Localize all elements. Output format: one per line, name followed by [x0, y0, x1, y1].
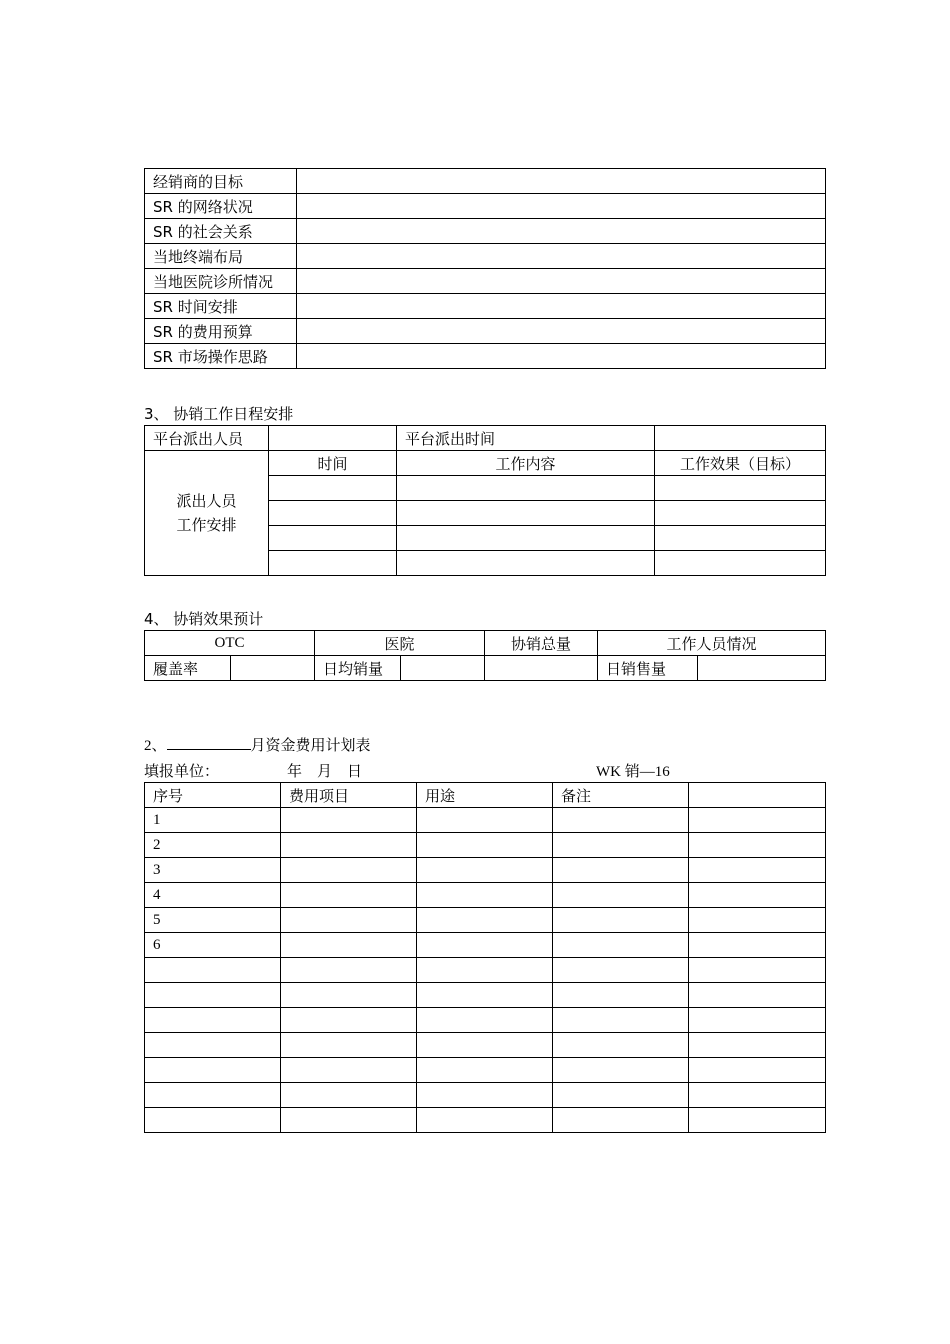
expense-row-number [145, 983, 281, 1008]
col-time: 时间 [269, 451, 397, 476]
dispatch-person-value[interactable] [269, 426, 397, 451]
expense-cell[interactable] [553, 1083, 689, 1108]
expense-row-number: 1 [145, 808, 281, 833]
expense-cell[interactable] [281, 933, 417, 958]
forecast-value-row [145, 656, 826, 681]
expense-cell[interactable] [281, 1058, 417, 1083]
expense-row [145, 933, 826, 958]
expense-row [145, 908, 826, 933]
expense-row-number [145, 1058, 281, 1083]
expense-cell[interactable] [689, 958, 826, 983]
expense-cell[interactable] [417, 908, 553, 933]
schedule-cell[interactable] [655, 526, 826, 551]
expense-cell[interactable] [281, 858, 417, 883]
dealer-row-label: 当地终端布局 [145, 244, 297, 269]
expense-row-number: 6 [145, 933, 281, 958]
schedule-cell[interactable] [397, 526, 655, 551]
expense-cell[interactable] [417, 1058, 553, 1083]
expense-cell[interactable] [417, 958, 553, 983]
col-otc: OTC [145, 631, 315, 656]
schedule-table [144, 425, 826, 576]
arrangement-label [145, 451, 269, 576]
expense-cell[interactable] [417, 983, 553, 1008]
schedule-cell[interactable] [269, 526, 397, 551]
forecast-table [144, 630, 826, 681]
expense-row [145, 1108, 826, 1133]
dealer-row-label: SR 的网络状况 [145, 194, 297, 219]
schedule-cell[interactable] [655, 476, 826, 501]
expense-row-number [145, 1083, 281, 1108]
dispatch-time-label: 平台派出时间 [397, 426, 655, 451]
expense-cell[interactable] [553, 1033, 689, 1058]
schedule-header-row [145, 451, 826, 476]
expense-header-row [145, 783, 826, 808]
dealer-info-table [144, 168, 826, 369]
schedule-cell[interactable] [397, 551, 655, 576]
expense-row [145, 1008, 826, 1033]
dispatch-person-label: 平台派出人员 [145, 426, 269, 451]
schedule-heading: 3、 协销工作日程安排 [144, 405, 294, 423]
expense-row-number [145, 1108, 281, 1133]
expense-cell[interactable] [553, 933, 689, 958]
expense-cell[interactable] [281, 833, 417, 858]
dealer-row [145, 244, 826, 269]
schedule-cell[interactable] [397, 476, 655, 501]
expense-row [145, 983, 826, 1008]
coverage-label: 履盖率 [145, 656, 231, 681]
month-blank[interactable] [167, 735, 251, 750]
form-code: WK 销—16 [596, 764, 670, 780]
dealer-row [145, 344, 826, 369]
col-effect: 工作效果（目标） [655, 451, 826, 476]
dealer-row [145, 194, 826, 219]
expense-row [145, 958, 826, 983]
dealer-row-value[interactable] [297, 219, 826, 244]
schedule-cell[interactable] [655, 551, 826, 576]
expense-plan-table [144, 782, 826, 1133]
expense-heading-prefix: 2、 [144, 738, 167, 754]
expense-cell[interactable] [689, 1033, 826, 1058]
expense-cell[interactable] [417, 808, 553, 833]
expense-cell[interactable] [553, 858, 689, 883]
expense-cell[interactable] [281, 983, 417, 1008]
expense-row-number: 4 [145, 883, 281, 908]
schedule-cell[interactable] [397, 501, 655, 526]
expense-row [145, 1058, 826, 1083]
expense-row-number [145, 958, 281, 983]
dealer-row [145, 169, 826, 194]
daily-sales-label: 日销售量 [598, 656, 698, 681]
expense-row [145, 808, 826, 833]
schedule-cell[interactable] [269, 551, 397, 576]
expense-row-number: 5 [145, 908, 281, 933]
schedule-cell[interactable] [269, 501, 397, 526]
expense-cell[interactable] [553, 1058, 689, 1083]
dealer-row [145, 219, 826, 244]
dealer-row-value[interactable] [297, 169, 826, 194]
expense-cell[interactable] [417, 858, 553, 883]
dealer-row-label: SR 市场操作思路 [145, 344, 297, 369]
expense-cell[interactable] [281, 958, 417, 983]
arrangement-label-line2: 工作安排 [176, 516, 237, 534]
expense-row [145, 833, 826, 858]
expense-cell[interactable] [689, 1083, 826, 1108]
expense-cell[interactable] [689, 858, 826, 883]
schedule-cell[interactable] [655, 501, 826, 526]
expense-cell[interactable] [553, 808, 689, 833]
col-staff: 工作人员情况 [598, 631, 826, 656]
expense-cell[interactable] [689, 1008, 826, 1033]
expense-cell[interactable] [281, 1008, 417, 1033]
expense-row-number: 2 [145, 833, 281, 858]
coverage-value[interactable] [231, 656, 315, 681]
expense-cell[interactable] [417, 1108, 553, 1133]
arrangement-label-line1: 派出人员 [176, 492, 237, 510]
forecast-header-row [145, 631, 826, 656]
col-hospital: 医院 [315, 631, 485, 656]
expense-cell[interactable] [281, 1033, 417, 1058]
expense-cell[interactable] [553, 1008, 689, 1033]
dealer-row [145, 269, 826, 294]
expense-cell[interactable] [689, 883, 826, 908]
expense-cell[interactable] [689, 933, 826, 958]
dealer-row-label: SR 的社会关系 [145, 219, 297, 244]
col-content: 工作内容 [397, 451, 655, 476]
expense-col-header: 用途 [417, 783, 553, 808]
expense-cell[interactable] [417, 1083, 553, 1108]
expense-cell[interactable] [281, 883, 417, 908]
expense-cell[interactable] [417, 933, 553, 958]
expense-cell[interactable] [281, 1083, 417, 1108]
expense-cell[interactable] [689, 983, 826, 1008]
expense-cell[interactable] [417, 1008, 553, 1033]
expense-row-number [145, 1008, 281, 1033]
expense-cell[interactable] [281, 808, 417, 833]
dealer-row-value[interactable] [297, 244, 826, 269]
expense-cell[interactable] [689, 1058, 826, 1083]
expense-cell[interactable] [281, 908, 417, 933]
unit-label: 填报单位： [144, 764, 220, 780]
expense-col-header: 序号 [145, 783, 281, 808]
dealer-row-value[interactable] [297, 194, 826, 219]
expense-col-header: 费用项目 [281, 783, 417, 808]
schedule-cell[interactable] [269, 476, 397, 501]
expense-cell[interactable] [553, 883, 689, 908]
expense-col-header [689, 783, 826, 808]
dealer-row-label: SR 时间安排 [145, 294, 297, 319]
expense-cell[interactable] [281, 1108, 417, 1133]
expense-cell[interactable] [689, 908, 826, 933]
col-total: 协销总量 [485, 631, 598, 656]
expense-cell[interactable] [553, 908, 689, 933]
expense-cell[interactable] [689, 1108, 826, 1133]
expense-cell[interactable] [689, 833, 826, 858]
dealer-row-value[interactable] [297, 319, 826, 344]
dealer-row-label: 当地医院诊所情况 [145, 269, 297, 294]
expense-cell[interactable] [417, 1033, 553, 1058]
expense-row [145, 1033, 826, 1058]
forecast-heading: 4、 协销效果预计 [144, 610, 264, 628]
expense-row [145, 1083, 826, 1108]
expense-row-number: 3 [145, 858, 281, 883]
expense-row [145, 883, 826, 908]
dealer-row-label: SR 的费用预算 [145, 319, 297, 344]
total-value[interactable] [485, 656, 598, 681]
daily-sales-value[interactable] [698, 656, 826, 681]
expense-cell[interactable] [553, 833, 689, 858]
daily-avg-label: 日均销量 [315, 656, 401, 681]
expense-plan-heading [144, 734, 371, 755]
expense-cell[interactable] [553, 958, 689, 983]
dispatch-time-value[interactable] [655, 426, 826, 451]
expense-row [145, 858, 826, 883]
daily-avg-value[interactable] [401, 656, 485, 681]
date-label: 年 月 日 [287, 764, 363, 780]
expense-cell[interactable] [417, 833, 553, 858]
expense-cell[interactable] [689, 808, 826, 833]
expense-heading-suffix: 月资金费用计划表 [250, 738, 371, 754]
dealer-row-value[interactable] [297, 294, 826, 319]
dealer-row-value[interactable] [297, 344, 826, 369]
expense-cell[interactable] [553, 983, 689, 1008]
dealer-row-label: 经销商的目标 [145, 169, 297, 194]
dealer-row [145, 319, 826, 344]
dealer-row-value[interactable] [297, 269, 826, 294]
expense-cell[interactable] [417, 883, 553, 908]
expense-row-number [145, 1033, 281, 1058]
schedule-dispatch-row [145, 426, 826, 451]
expense-cell[interactable] [553, 1108, 689, 1133]
expense-col-header: 备注 [553, 783, 689, 808]
dealer-row [145, 294, 826, 319]
